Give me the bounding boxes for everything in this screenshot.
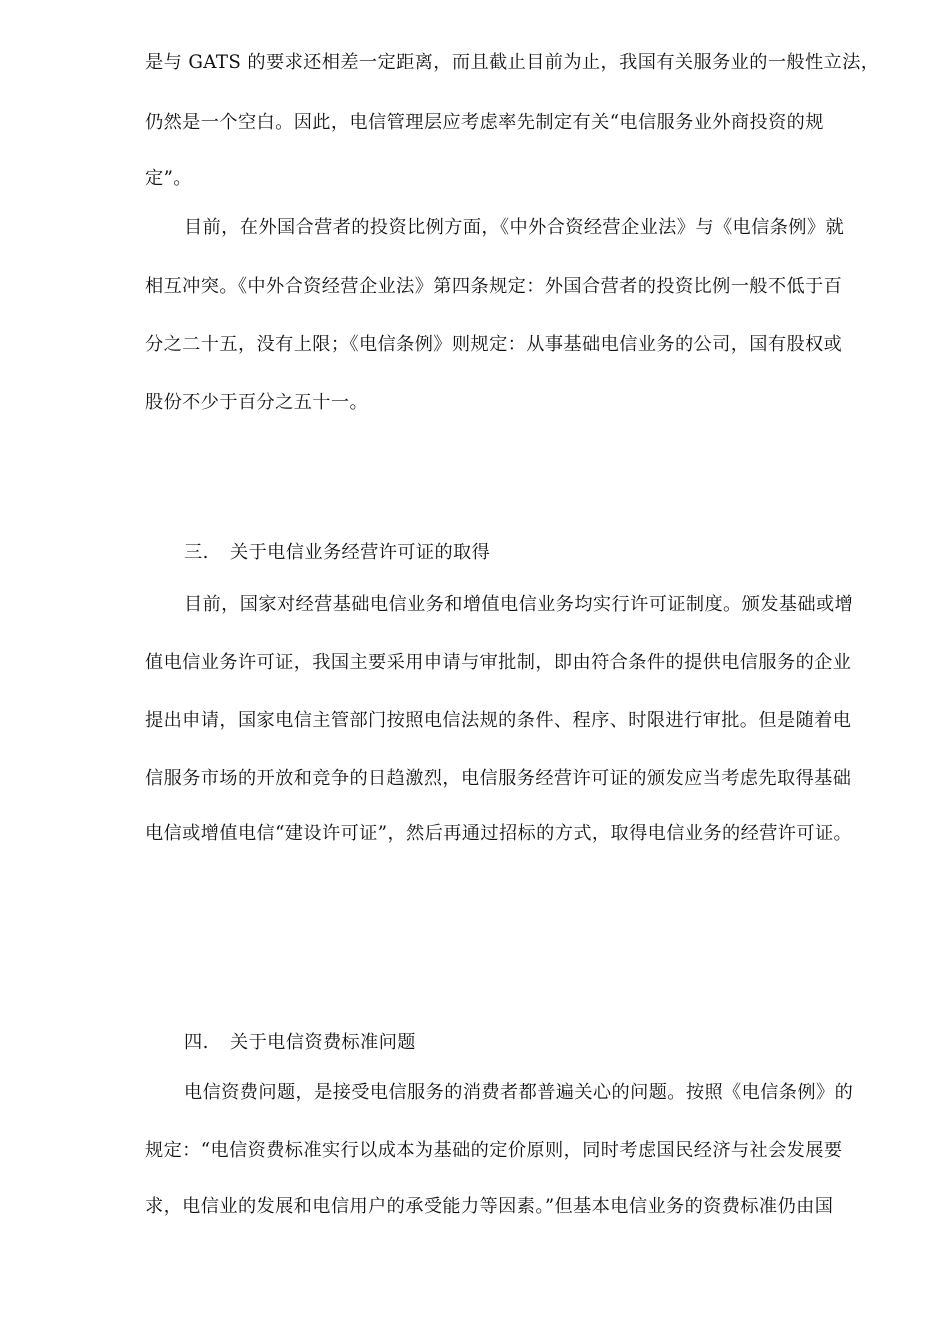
paragraph-line: 仍然是一个空白。因此，电信管理层应考虑率先制定有关“电信服务业外商投资的规 [145, 112, 824, 133]
section-number: 三. [184, 542, 209, 563]
paragraph-line: 目前，在外国合营者的投资比例方面，《中外合资经营企业法》与《电信条例》就 [184, 217, 845, 238]
paragraph-line: 求，电信业的发展和电信用户的承受能力等因素。”但基本电信业务的资费标准仍由国 [145, 1196, 834, 1217]
section-number: 四. [184, 1032, 209, 1053]
paragraph-line: 规定：“电信资费标准实行以成本为基础的定价原则，同时考虑国民经济与社会发展要 [145, 1140, 843, 1161]
paragraph-line: 相互冲突。《中外合资经营企业法》第四条规定：外国合营者的投资比例一般不低于百 [145, 276, 843, 297]
paragraph-line: 值电信业务许可证，我国主要采用申请与审批制，即由符合条件的提供电信服务的企业 [145, 652, 852, 673]
paragraph-line: 是与 GATS 的要求还相差一定距离，而且截止目前为止，我国有关服务业的一般性立法， [145, 52, 880, 73]
paragraph-line: 目前，国家对经营基础电信业务和增值电信业务均实行许可证制度。颁发基础或增 [184, 594, 854, 615]
section-title: 关于电信业务经营许可证的取得 [230, 542, 491, 563]
paragraph-line: 分之二十五，没有上限；《电信条例》则规定：从事基础电信业务的公司，国有股权或 [145, 334, 843, 355]
paragraph-line: 电信或增值电信“建设许可证”，然后再通过招标的方式，取得电信业务的经营许可证。 [145, 823, 853, 844]
paragraph-line: 信服务市场的开放和竞争的日趋激烈，电信服务经营许可证的颁发应当考虑先取得基础 [145, 768, 852, 789]
section-title: 关于电信资费标准问题 [230, 1032, 416, 1053]
paragraph-line: 提出申请，国家电信主管部门按照电信法规的条件、程序、时限进行审批。但是随着电 [145, 710, 852, 731]
paragraph-line: 股份不少于百分之五十一。 [145, 392, 369, 413]
paragraph-line: 定”。 [145, 168, 192, 189]
paragraph-line: 电信资费问题，是接受电信服务的消费者都普遍关心的问题。按照《电信条例》的 [184, 1082, 854, 1103]
